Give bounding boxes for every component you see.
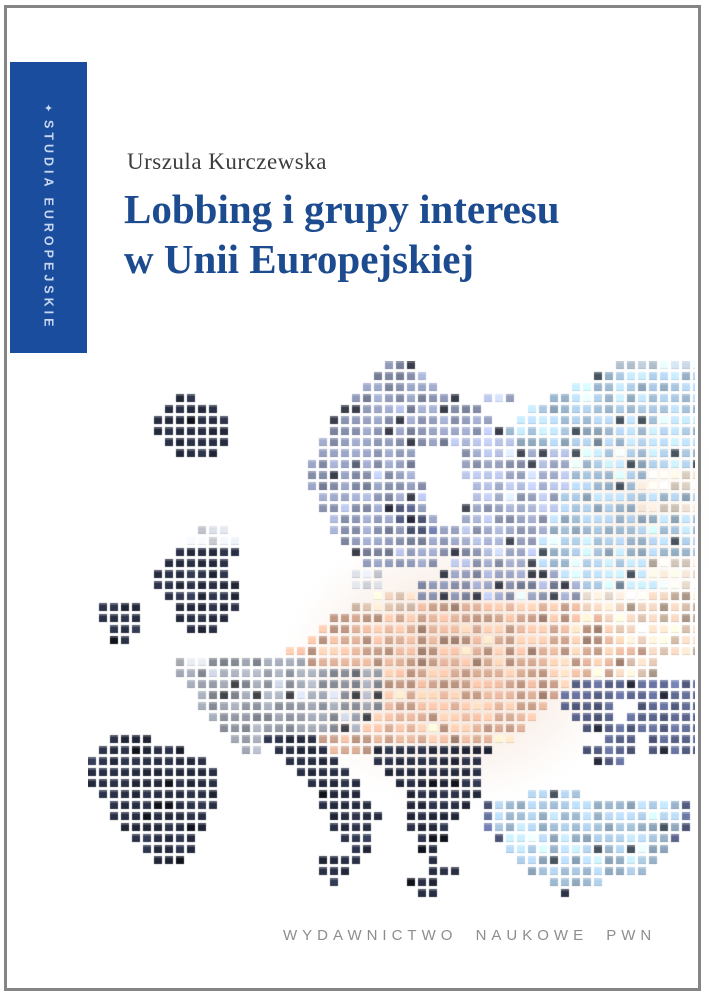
europe-mosaic-map	[88, 361, 695, 901]
series-banner	[10, 62, 87, 353]
author-name: Urszula Kurczewska	[127, 149, 327, 174]
star-icon: ✦	[43, 103, 54, 115]
book-title	[124, 184, 560, 284]
book-title-line2: w Unii Europejskiej	[124, 236, 475, 282]
series-banner-label: STUDIA EUROPEJSKIE	[41, 120, 56, 331]
europe-mosaic-canvas	[88, 361, 695, 900]
book-title-line1: Lobbing i grupy interesu	[124, 186, 560, 232]
publisher-name: WYDAWNICTWO NAUKOWE PWN	[283, 927, 657, 944]
